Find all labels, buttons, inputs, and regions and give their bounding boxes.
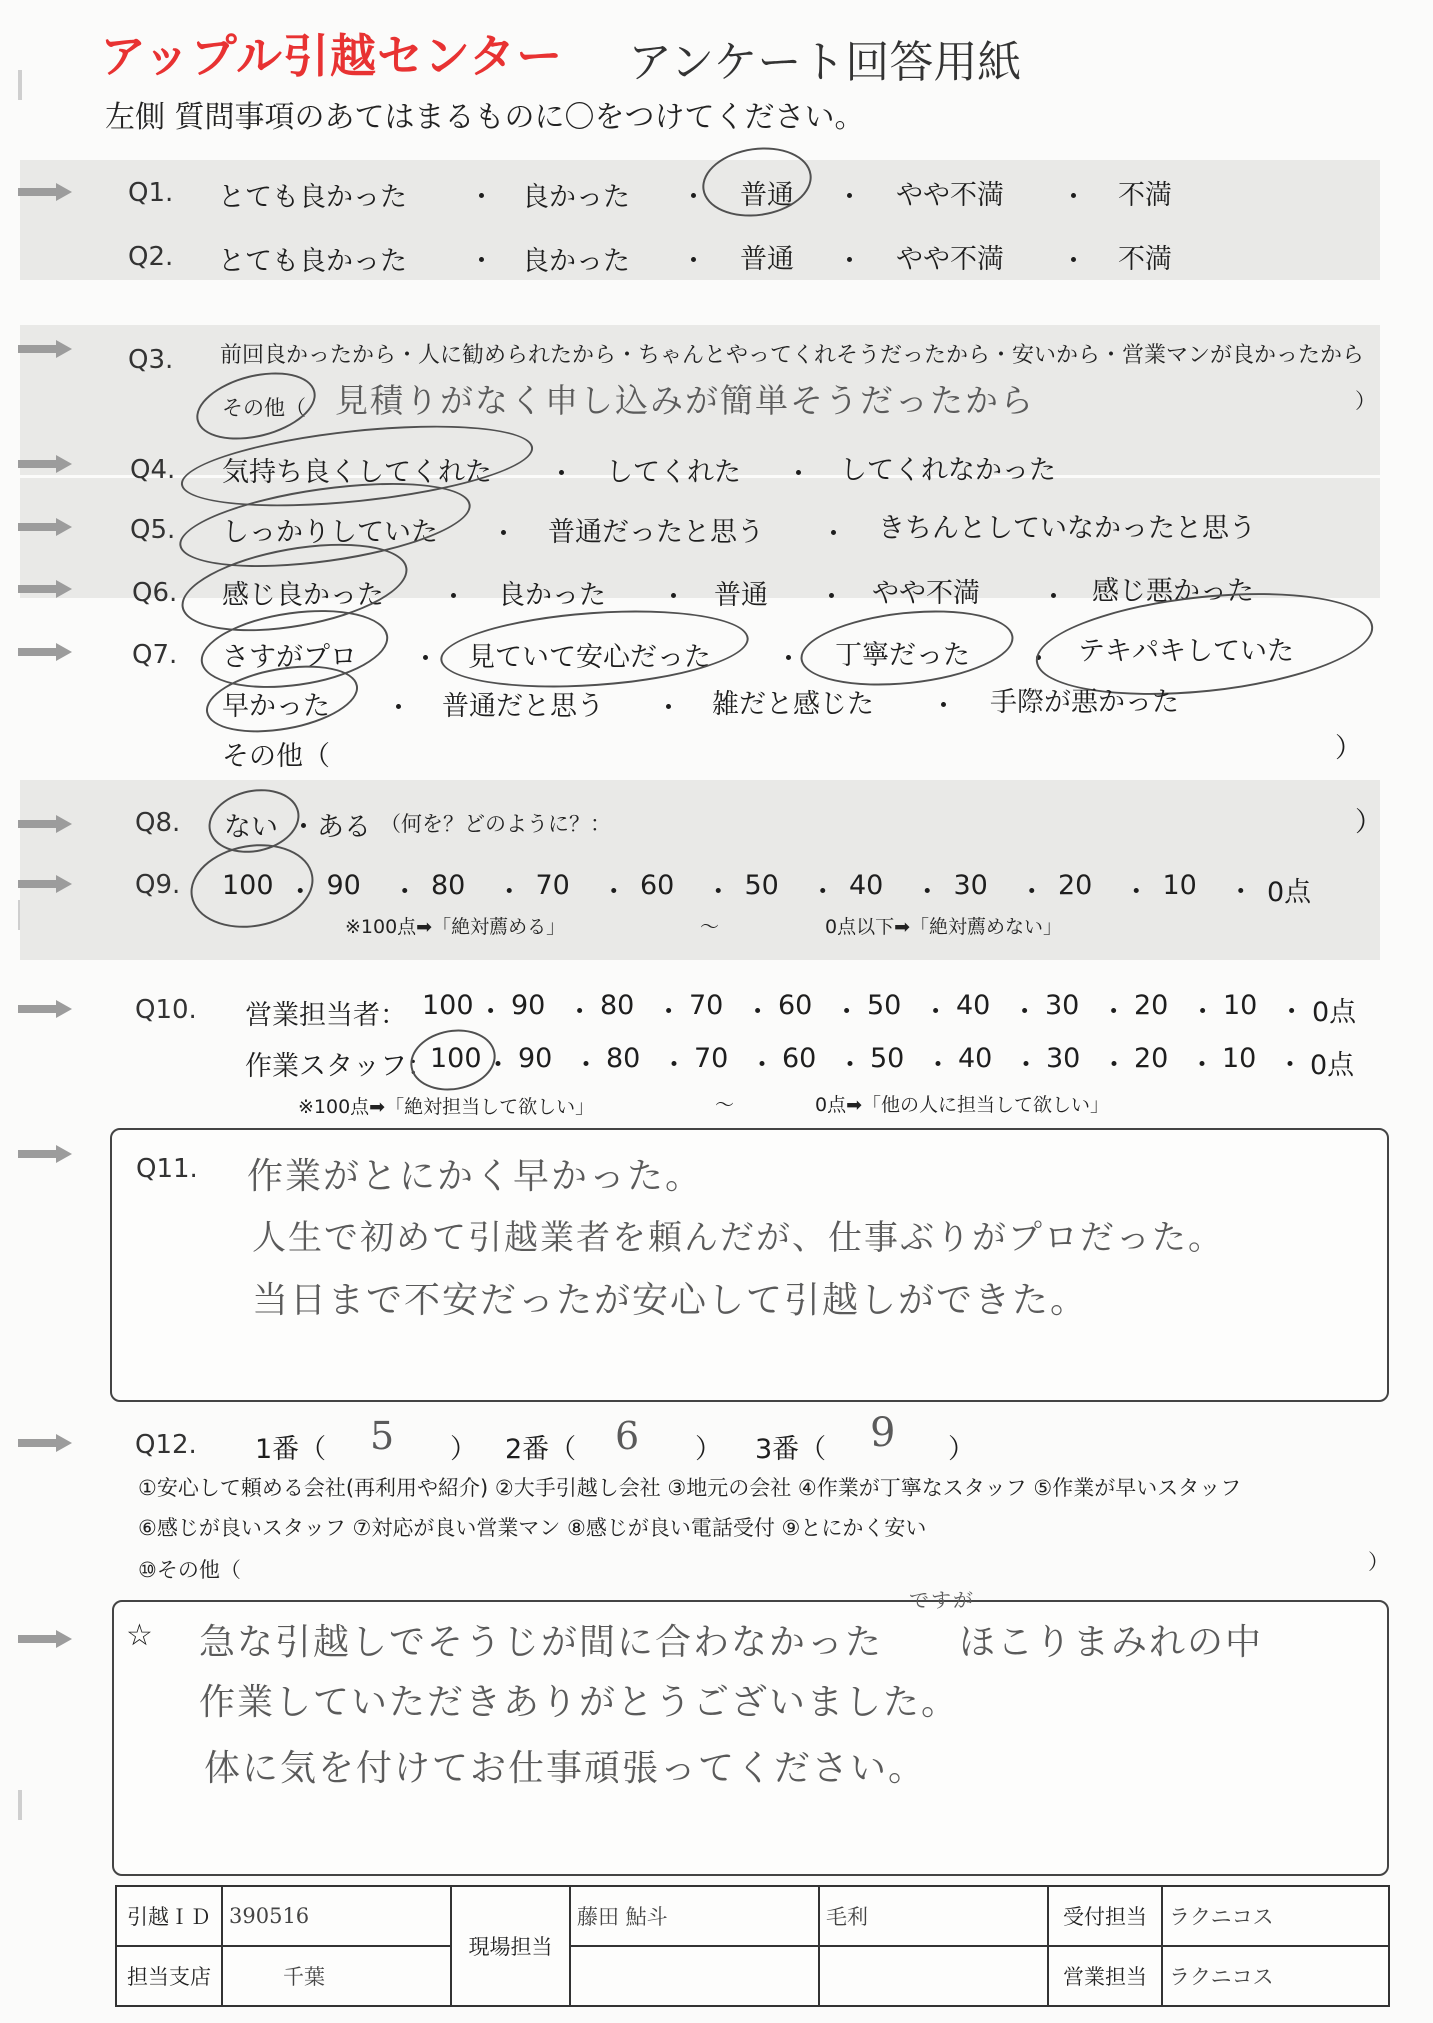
dot: ・ xyxy=(704,877,732,908)
dot: ・ xyxy=(836,1050,864,1081)
paren-close: ） xyxy=(695,1434,722,1465)
q10-sales-score[interactable]: 30 xyxy=(1045,990,1080,1021)
q12-label: Q12. xyxy=(135,1430,197,1460)
q12-choices: ⑥感じが良いスタッフ ⑦対応が良い営業マン ⑧感じが良い電話受付 ⑨とにかく安い xyxy=(138,1516,927,1540)
dot: ・ xyxy=(660,582,687,613)
q6-label: Q6. xyxy=(132,578,178,608)
q5-option[interactable]: きちんとしていなかったと思う xyxy=(878,513,1256,544)
dot: ・ xyxy=(484,1050,512,1081)
move-id-label: 引越ＩＤ xyxy=(116,1886,222,1946)
dot: ・ xyxy=(495,877,523,908)
comment-insert: ですが xyxy=(909,1588,975,1612)
dot: ・ xyxy=(785,459,812,490)
q10-staff-score[interactable]: 80 xyxy=(606,1043,641,1074)
q7-option-selected[interactable]: 早かった xyxy=(222,691,330,722)
binder-mark xyxy=(18,70,22,100)
dot: ・ xyxy=(1011,997,1039,1028)
q9-score[interactable]: 70 xyxy=(535,870,570,901)
q10-sales-score[interactable]: 50 xyxy=(867,990,902,1021)
comment-line: 作業していただきありがとうございました。 xyxy=(199,1682,960,1723)
q7-option-selected[interactable]: 丁寧だった xyxy=(835,640,970,671)
q12-rank-label: 2番（ xyxy=(505,1434,577,1465)
paren-close: ） xyxy=(1368,1550,1389,1574)
q10-staff-score[interactable]: 30 xyxy=(1046,1043,1081,1074)
q4-option[interactable]: してくれた xyxy=(606,457,741,488)
arrow-icon xyxy=(18,1000,74,1018)
q10-staff-score[interactable]: 60 xyxy=(782,1043,817,1074)
q12-rank-2[interactable]: 6 xyxy=(615,1414,642,1458)
comment-line: 急な引越しでそうじが間に合わなかった ほこりまみれの中 xyxy=(199,1622,1264,1663)
dot: ・ xyxy=(1060,246,1087,277)
q3-other-answer: 見積りがなく申し込みが簡単そうだったから xyxy=(335,381,1035,420)
q10-sales-score[interactable]: 90 xyxy=(511,990,546,1021)
q7-option-selected[interactable]: さすがプロ xyxy=(222,642,357,673)
arrow-icon xyxy=(18,340,74,358)
q5-option[interactable]: 普通だったと思う xyxy=(548,517,764,548)
q2-option[interactable]: とても良かった xyxy=(218,246,407,277)
site-staff-label: 現場担当 xyxy=(451,1886,570,2006)
comment-line: 体に気を付けてお仕事頑張ってください。 xyxy=(204,1748,927,1789)
q10-sales-score[interactable]: 40 xyxy=(956,990,991,1021)
q2-option[interactable]: 不満 xyxy=(1118,244,1172,275)
dot: ・ xyxy=(548,459,575,490)
q10-staff-score[interactable]: 40 xyxy=(958,1043,993,1074)
paren-close: ） xyxy=(948,1434,975,1465)
dot: ・ xyxy=(775,644,802,675)
q9-score[interactable]: 20 xyxy=(1058,870,1093,901)
q10-sales-score[interactable]: 70 xyxy=(689,990,724,1021)
q9-score[interactable]: 100 xyxy=(222,870,274,901)
q3-options[interactable]: 前回良かったから・人に勧められたから・ちゃんとやってくれそうだったから・安いから・営業マンが良かったから xyxy=(220,343,1365,368)
q11-label: Q11. xyxy=(136,1154,198,1184)
reception-value[interactable]: ラクニコス xyxy=(1162,1886,1389,1946)
q10-staff-score[interactable]: 10 xyxy=(1222,1043,1257,1074)
q10-staff-score[interactable]: 50 xyxy=(870,1043,905,1074)
q8-option-some[interactable]: ・ある xyxy=(290,812,371,843)
q9-label: Q9. xyxy=(135,870,181,900)
q12-rank-label: 3番（ xyxy=(755,1434,827,1465)
q1-option[interactable]: 良かった xyxy=(522,182,630,213)
q9-note-left: ※100点➡「絶対薦める」 xyxy=(345,916,566,938)
q1-option[interactable]: とても良かった xyxy=(218,182,407,213)
q12-rank-3[interactable]: 9 xyxy=(870,1410,898,1456)
dot: ・ xyxy=(818,582,845,613)
q10-staff-score[interactable]: 0点 xyxy=(1310,1050,1355,1081)
dot: ・ xyxy=(1189,997,1217,1028)
arrow-icon xyxy=(18,455,74,473)
q11-line: 当日まで不安だったが安心して引越しができた。 xyxy=(252,1280,1089,1321)
q10-sales-label: 営業担当者： xyxy=(245,1000,407,1031)
q10-note-right: 0点➡「他の人に担当して欲しい」 xyxy=(815,1094,1110,1116)
reception-label: 受付担当 xyxy=(1048,1886,1162,1946)
q10-sales-score[interactable]: 0点 xyxy=(1312,997,1357,1028)
dot: ・ xyxy=(1276,1050,1304,1081)
dot: ・ xyxy=(748,1050,776,1081)
arrow-icon xyxy=(18,183,74,201)
dot: ・ xyxy=(1100,1050,1128,1081)
q6-option[interactable]: やや不満 xyxy=(872,578,980,609)
q3-other-label[interactable]: その他（ xyxy=(222,396,306,420)
q9-score[interactable]: 60 xyxy=(640,870,675,901)
office-use-table xyxy=(115,1885,1390,2007)
dot: ・ xyxy=(836,246,863,277)
sales-label: 営業担当 xyxy=(1048,1946,1162,2006)
arrow-icon xyxy=(18,518,74,536)
selection-circle xyxy=(438,601,751,696)
q9-score[interactable]: 40 xyxy=(849,870,884,901)
q10-sales-score[interactable]: 20 xyxy=(1134,990,1169,1021)
dot: ・ xyxy=(680,182,707,213)
q7-option[interactable]: 雑だと感じた xyxy=(712,689,874,720)
dot: ・ xyxy=(913,877,941,908)
q10-sales-score[interactable]: 10 xyxy=(1223,990,1258,1021)
q6-option[interactable]: 良かった xyxy=(498,580,606,611)
q9-score[interactable]: 10 xyxy=(1162,870,1197,901)
q4-option-selected[interactable]: 気持ち良くしてくれた xyxy=(222,457,492,488)
site-staff-4[interactable] xyxy=(819,1946,1048,2006)
dot: ・ xyxy=(1100,997,1128,1028)
q10-sales-score[interactable]: 80 xyxy=(600,990,635,1021)
q9-score[interactable]: 0点 xyxy=(1267,877,1312,908)
dot: ・ xyxy=(440,582,467,613)
dot: ・ xyxy=(1278,997,1306,1028)
dot: ・ xyxy=(833,997,861,1028)
dot: ・ xyxy=(1012,1050,1040,1081)
arrow-icon xyxy=(18,1145,74,1163)
binder-mark xyxy=(18,1790,22,1820)
q10-staff-score[interactable]: 70 xyxy=(694,1043,729,1074)
dot: ・ xyxy=(412,644,439,675)
q11-line: 作業がとにかく早かった。 xyxy=(247,1156,704,1197)
q2-option[interactable]: 普通 xyxy=(740,244,794,275)
q2-option[interactable]: やや不満 xyxy=(896,244,1004,275)
dot: ・ xyxy=(391,877,419,908)
dot: ・ xyxy=(820,519,847,550)
q9-score[interactable]: 30 xyxy=(953,870,988,901)
branch-value[interactable]: 千葉 xyxy=(222,1946,451,2006)
q9-score[interactable]: 50 xyxy=(744,870,779,901)
dot: ・ xyxy=(490,519,517,550)
q5-option-selected[interactable]: しっかりしていた xyxy=(222,517,438,548)
dot: ・ xyxy=(572,1050,600,1081)
dot: ・ xyxy=(809,877,837,908)
dot: ・ xyxy=(1227,877,1255,908)
q7-option[interactable]: 普通だと思う xyxy=(442,691,604,722)
q9-score[interactable]: 90 xyxy=(326,870,361,901)
dot: ・ xyxy=(468,246,495,277)
q1-option[interactable]: やや不満 xyxy=(896,180,1004,211)
star-icon: ☆ xyxy=(126,1618,153,1653)
sales-value[interactable]: ラクニコス xyxy=(1162,1946,1389,2006)
dot: ・ xyxy=(600,877,628,908)
q5-label: Q5. xyxy=(130,515,176,545)
site-staff-2[interactable]: 毛利 xyxy=(819,1886,1048,1946)
dot: ・ xyxy=(744,997,772,1028)
dot: ・ xyxy=(1018,877,1046,908)
dot: ・ xyxy=(930,691,957,722)
paren-close: ） xyxy=(1355,389,1376,413)
arrow-icon xyxy=(18,875,74,893)
dot: ・ xyxy=(655,997,683,1028)
q10-sales-score[interactable]: 100 xyxy=(422,990,474,1021)
q7-other-label[interactable]: その他（ xyxy=(222,741,330,772)
q9-note-mid: 〜 xyxy=(700,916,720,938)
move-id-value[interactable]: 390516 xyxy=(222,1886,451,1946)
dot: ・ xyxy=(1025,644,1052,675)
q10-sales-score[interactable]: 60 xyxy=(778,990,813,1021)
arrow-icon xyxy=(18,1630,74,1648)
q11-line: 人生で初めて引越業者を頼んだが、仕事ぶりがプロだった。 xyxy=(252,1218,1224,1258)
q10-note-mid: 〜 xyxy=(715,1094,735,1116)
q9-score[interactable]: 80 xyxy=(431,870,466,901)
q8-option-none-selected[interactable]: ない xyxy=(224,812,278,843)
selection-circle xyxy=(797,601,1017,695)
dot: ・ xyxy=(1188,1050,1216,1081)
arrow-icon xyxy=(18,580,74,598)
dot: ・ xyxy=(566,997,594,1028)
q8-label: Q8. xyxy=(135,808,181,838)
q1-label: Q1. xyxy=(128,178,174,208)
q7-option-selected[interactable]: テキパキしていた xyxy=(1078,636,1294,667)
q2-option[interactable]: 良かった xyxy=(522,246,630,277)
q4-option[interactable]: してくれなかった xyxy=(840,455,1056,486)
site-staff-3[interactable] xyxy=(570,1946,819,2006)
q12-choices: ①安心して頼める会社(再利用や紹介) ②大手引越し会社 ③地元の会社 ④作業が丁寧なスタッフ ⑤作業が早いスタッフ xyxy=(138,1476,1242,1500)
paren-close: ） xyxy=(1355,807,1382,838)
site-staff-1[interactable]: 藤田 鮎斗 xyxy=(570,1886,819,1946)
q12-choices: ⑩その他（ xyxy=(138,1558,241,1582)
q10-staff-label: 作業スタッフ： xyxy=(245,1051,434,1082)
q2-label: Q2. xyxy=(128,242,174,272)
dot: ・ xyxy=(477,997,505,1028)
instructions: 左側 質問事項のあてはまるものに〇をつけてください。 xyxy=(105,100,865,135)
dot: ・ xyxy=(1122,877,1150,908)
q9-note-right: 0点以下➡「絶対薦めない」 xyxy=(825,916,1063,938)
dot: ・ xyxy=(468,182,495,213)
q1-option[interactable]: 不満 xyxy=(1118,180,1172,211)
dot: ・ xyxy=(1060,182,1087,213)
q7-option[interactable]: 手際が悪かった xyxy=(990,687,1179,718)
q7-option-selected[interactable]: 見ていて安心だった xyxy=(468,642,711,673)
q10-label: Q10. xyxy=(135,995,197,1025)
paren-close: ） xyxy=(1335,733,1362,764)
q1-option-selected[interactable]: 普通 xyxy=(740,180,794,211)
q11-comment-box[interactable] xyxy=(110,1128,1389,1402)
q3-label: Q3. xyxy=(128,345,174,375)
dot: ・ xyxy=(924,1050,952,1081)
q10-note-left: ※100点➡「絶対担当して欲しい」 xyxy=(298,1096,595,1118)
dot: ・ xyxy=(1040,582,1067,613)
q12-rank-1[interactable]: 5 xyxy=(370,1414,397,1458)
q4-label: Q4. xyxy=(130,455,176,485)
q10-staff-score[interactable]: 100 xyxy=(430,1043,482,1074)
free-comment-box[interactable] xyxy=(112,1588,1389,1876)
q12-rank-label: 1番（ xyxy=(255,1434,327,1465)
q6-option[interactable]: 感じ悪かった xyxy=(1092,576,1254,607)
dot: ・ xyxy=(385,693,412,724)
q10-staff-score[interactable]: 20 xyxy=(1134,1043,1169,1074)
form-subtitle: アンケート回答用紙 xyxy=(628,37,1022,88)
company-title: アップル引越センター xyxy=(100,29,564,83)
branch-label: 担当支店 xyxy=(116,1946,222,2006)
arrow-icon xyxy=(18,1434,74,1452)
dot: ・ xyxy=(286,877,314,908)
dot: ・ xyxy=(836,182,863,213)
arrow-icon xyxy=(18,815,74,833)
q6-option[interactable]: 普通 xyxy=(714,580,768,611)
q7-label: Q7. xyxy=(132,640,178,670)
q6-option-selected[interactable]: 感じ良かった xyxy=(222,580,384,611)
arrow-icon xyxy=(18,643,74,661)
dot: ・ xyxy=(922,997,950,1028)
q8-detail[interactable]: （何を？どのように？： xyxy=(380,812,611,836)
dot: ・ xyxy=(655,693,682,724)
q10-staff-score[interactable]: 90 xyxy=(518,1043,553,1074)
dot: ・ xyxy=(660,1050,688,1081)
dot: ・ xyxy=(680,246,707,277)
paren-close: ） xyxy=(450,1434,477,1465)
